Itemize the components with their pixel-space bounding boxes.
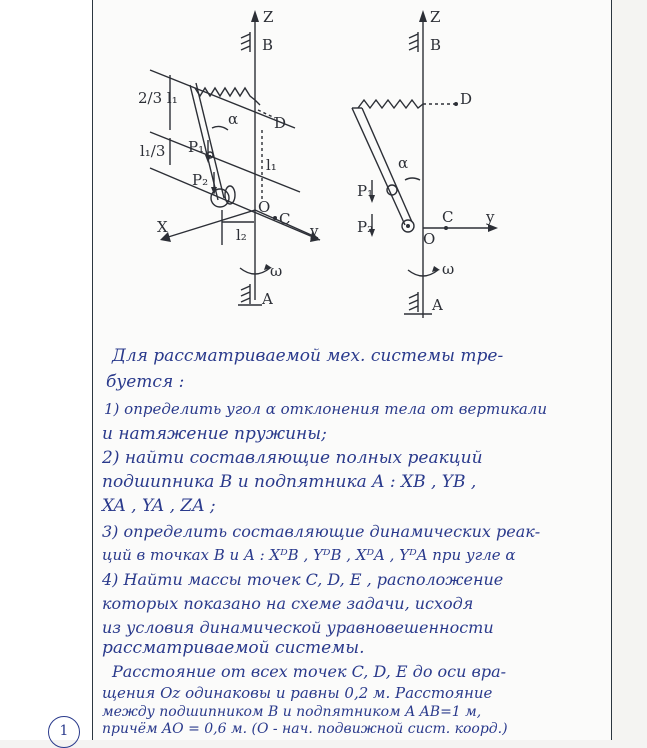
right-label-b: B <box>430 36 442 54</box>
left-label-x: X <box>157 218 168 236</box>
right-label-c: C <box>442 208 454 226</box>
left-figure <box>138 8 320 308</box>
left-label-c: C <box>279 210 291 228</box>
right-spring <box>358 100 423 108</box>
right-label-omega: ω <box>442 260 455 278</box>
left-label-l1-third: l₁/3 <box>140 142 166 160</box>
left-label-p2: P₂ <box>192 171 209 189</box>
text-line-10: 4) Найти массы точек C, D, E , расположение <box>102 570 504 589</box>
text-line-3: 1) определить угол α отклонения тела от вертикали <box>104 400 547 418</box>
right-label-y: y <box>486 208 495 226</box>
text-line-5: 2) найти составляющие полных реакций <box>102 448 483 468</box>
left-label-z: Z <box>263 8 274 26</box>
right-figure <box>352 8 498 318</box>
text-line-11: которых показано на схеме задачи, исходя <box>102 594 474 613</box>
left-label-a: A <box>262 290 273 308</box>
left-bearing-a <box>238 284 262 305</box>
left-label-l2: l₂ <box>236 226 247 244</box>
text-line-15: щения Oz одинаковы и равны 0,2 м. Расстояние <box>102 684 493 702</box>
right-label-p1: P₁ <box>357 182 374 200</box>
left-alpha-arc <box>212 126 228 130</box>
text-line-12: из условия динамической уравновешенности <box>102 618 494 637</box>
right-label-alpha: α <box>398 154 409 172</box>
left-label-p1: P₁ <box>188 138 205 156</box>
left-spring <box>195 88 260 105</box>
page-number: 1 <box>48 716 80 748</box>
text-line-1: Для рассматриваемой мех. системы тре- <box>112 346 504 366</box>
text-line-9: ций в точках B и A : XᴰB , YᴰB , XᴰA , YᴰA при угле α <box>102 546 516 564</box>
text-line-13: рассматриваемой системы. <box>102 638 365 658</box>
left-z-arrow <box>251 10 259 22</box>
right-label-z: Z <box>430 8 441 26</box>
right-bearing-b <box>409 32 418 52</box>
right-alpha-arc <box>405 178 420 180</box>
left-label-d: D <box>274 114 287 132</box>
text-line-14: Расстояние от всех точек C, D, E до оси вра- <box>112 662 507 681</box>
text-line-17: причём AO = 0,6 м. (O - нач. подвижной сист. коорд.) <box>102 721 508 737</box>
left-label-omega: ω <box>270 262 283 280</box>
right-bearing-a <box>404 292 432 314</box>
right-label-d: D <box>460 90 473 108</box>
right-label-a: A <box>432 296 443 314</box>
text-line-8: 3) определить составляющие динамических реак- <box>102 522 541 541</box>
left-point-c <box>273 216 277 220</box>
left-label-y: y <box>310 222 319 240</box>
right-label-o: O <box>423 230 436 248</box>
right-point-d <box>454 102 458 106</box>
text-line-4: и натяжение пружины; <box>102 424 327 444</box>
middle-oblique-line <box>150 132 300 192</box>
left-label-two-thirds-l1: 2/3 l₁ <box>138 89 178 107</box>
text-line-6: подшипника B и подпятника A : XB , YB , <box>102 472 477 492</box>
left-bearing-b <box>241 32 250 52</box>
lower-oblique-line <box>150 168 320 240</box>
left-label-o: O <box>258 198 271 216</box>
right-point-c <box>444 226 448 230</box>
text-line-2: буется : <box>106 372 185 392</box>
left-label-b: B <box>262 36 274 54</box>
left-label-l1: l₁ <box>266 156 277 174</box>
text-line-7: XA , YA , ZA ; <box>102 496 216 516</box>
left-label-alpha: α <box>228 110 239 128</box>
text-line-16: между подшипником B и подпятником A AB=1 м, <box>102 704 482 720</box>
right-label-p2: P₂ <box>357 218 374 236</box>
